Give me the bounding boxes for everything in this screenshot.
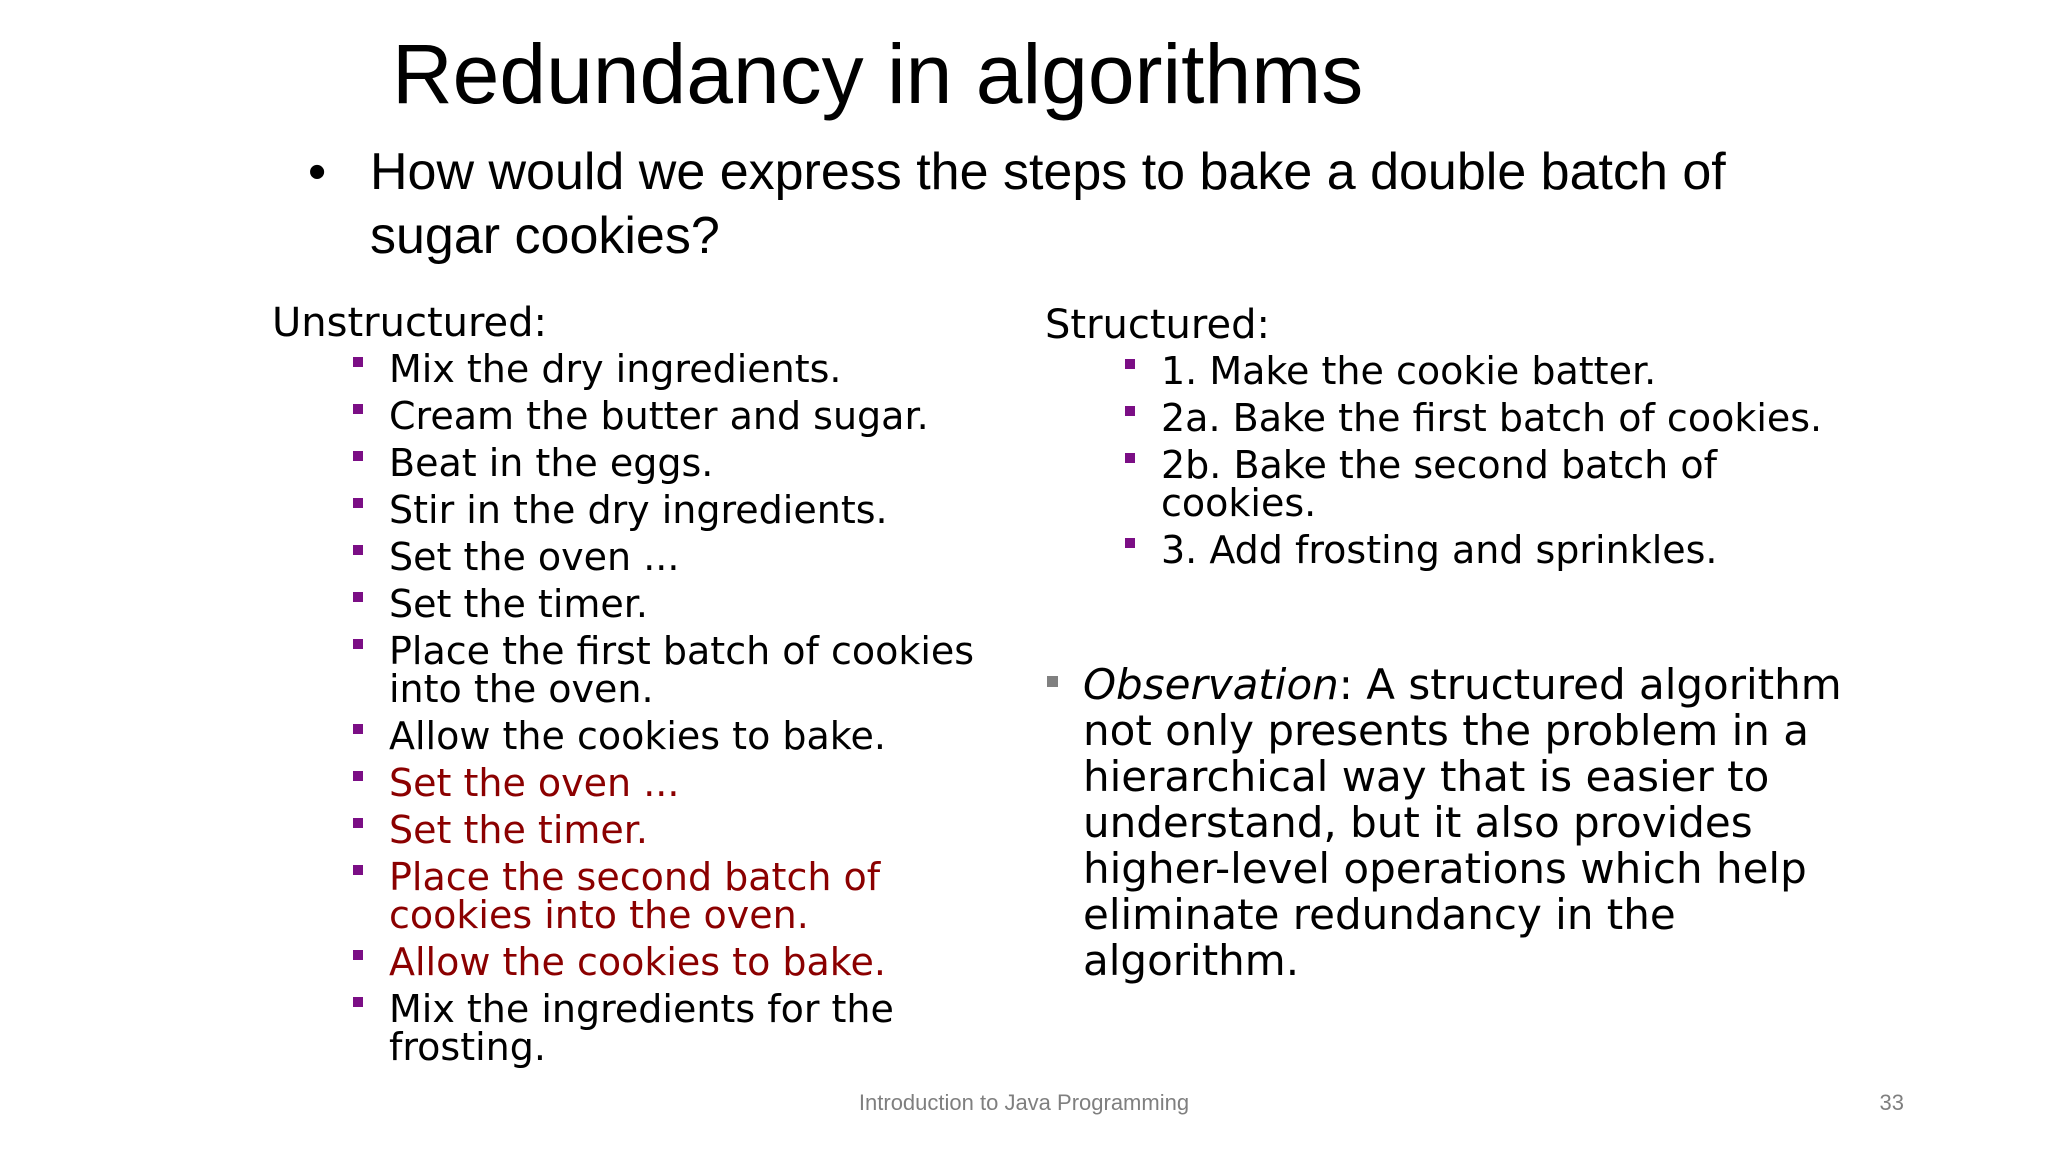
step-text: Set the oven ... <box>389 761 680 805</box>
unstructured-step <box>272 940 1012 984</box>
step-text: Set the oven ... <box>389 535 680 579</box>
step-text: 2a. Bake the first batch of cookies. <box>1161 396 1823 440</box>
slide-title: Redundancy in algorithms <box>392 27 1364 121</box>
square-bullet-icon <box>353 357 363 367</box>
unstructured-step <box>272 394 1012 438</box>
unstructured-step <box>272 808 1012 852</box>
square-bullet-icon <box>353 404 363 414</box>
unstructured-step <box>272 761 1012 805</box>
step-text: 2b. Bake the second batch of cookies. <box>1161 443 1717 525</box>
square-bullet-icon <box>353 865 363 875</box>
square-bullet-icon <box>353 545 363 555</box>
observation-text: : A structured algorithm not only presents the problem in a hierarchical way that is easier to understand, but it also provides higher-level operations which help eliminate redundancy in the algorithm. <box>1083 660 1842 985</box>
square-bullet-icon <box>1125 453 1135 463</box>
step-text: Allow the cookies to bake. <box>389 940 886 984</box>
square-bullet-icon <box>1125 406 1135 416</box>
structured-step <box>1045 349 1825 393</box>
slide-number: 33 <box>1879 1090 1904 1115</box>
observation-paragraph <box>1045 662 1863 984</box>
structured-step-list <box>1045 349 1825 572</box>
unstructured-step <box>272 629 1012 711</box>
square-bullet-icon <box>1125 538 1135 548</box>
square-bullet-icon <box>353 592 363 602</box>
step-text: 1. Make the cookie batter. <box>1161 349 1657 393</box>
bullet-dot-icon: • <box>308 143 327 201</box>
step-text: Beat in the eggs. <box>389 441 714 485</box>
square-bullet-icon <box>353 950 363 960</box>
unstructured-step <box>272 535 1012 579</box>
structured-step <box>1045 396 1825 440</box>
structured-step <box>1045 528 1825 572</box>
unstructured-heading: Unstructured: <box>272 300 548 346</box>
unstructured-step <box>272 441 1012 485</box>
square-bullet-icon <box>353 997 363 1007</box>
footer-course-title: Introduction to Java Programming <box>858 1090 1190 1115</box>
step-text: Allow the cookies to bake. <box>389 714 886 758</box>
square-bullet-icon <box>353 771 363 781</box>
step-text: Place the first batch of cookies into the oven. <box>389 629 975 711</box>
structured-heading: Structured: <box>1045 302 1270 348</box>
question-bullet-point <box>308 140 1848 268</box>
unstructured-step <box>272 714 1012 758</box>
unstructured-step <box>272 855 1012 937</box>
question-text: How would we express the steps to bake a double batch of sugar cookies? <box>370 143 1726 265</box>
step-text: Place the second batch of cookies into the oven. <box>389 855 881 937</box>
unstructured-step-list <box>272 347 1012 1069</box>
step-text: Set the timer. <box>389 808 648 852</box>
square-bullet-icon <box>353 724 363 734</box>
square-bullet-icon <box>353 498 363 508</box>
observation-label: Observation <box>1083 660 1339 709</box>
step-text: Mix the dry ingredients. <box>389 347 842 391</box>
unstructured-column <box>272 296 1012 1075</box>
square-bullet-icon <box>353 818 363 828</box>
unstructured-step <box>272 347 1012 391</box>
square-bullet-icon <box>353 451 363 461</box>
step-text: Set the timer. <box>389 582 648 626</box>
structured-column <box>1045 298 1825 578</box>
unstructured-step <box>272 987 1012 1069</box>
step-text: 3. Add frosting and sprinkles. <box>1161 528 1718 572</box>
square-bullet-icon <box>353 639 363 649</box>
step-text: Stir in the dry ingredients. <box>389 488 888 532</box>
square-bullet-icon <box>1047 676 1058 687</box>
unstructured-step <box>272 488 1012 532</box>
unstructured-step <box>272 582 1012 626</box>
step-text: Cream the butter and sugar. <box>389 394 929 438</box>
step-text: Mix the ingredients for the frosting. <box>389 987 894 1069</box>
structured-step <box>1045 443 1825 525</box>
square-bullet-icon <box>1125 359 1135 369</box>
